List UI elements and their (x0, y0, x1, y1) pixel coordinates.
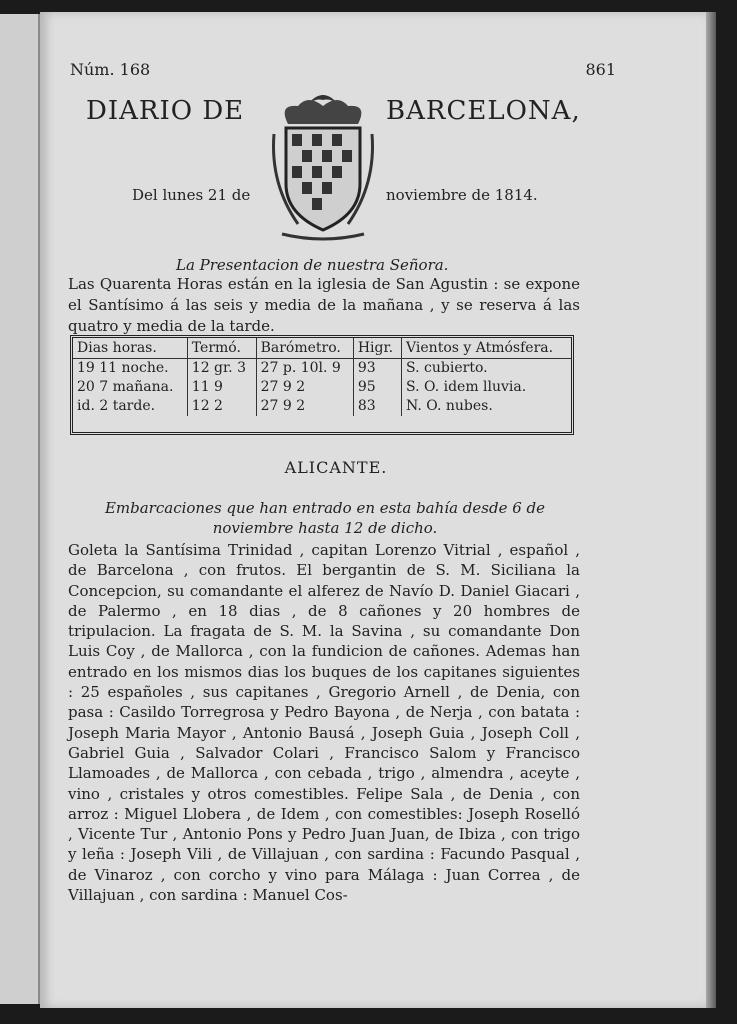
masthead-left: DIARIO DE (86, 96, 245, 126)
issue-number: Núm. 168 (70, 60, 151, 79)
weather-header-row (73, 338, 571, 359)
col-barometer: Barómetro. (256, 338, 353, 359)
cell: 95 (353, 378, 401, 397)
cell: 27 9 2 (256, 378, 353, 397)
table-row (73, 359, 571, 379)
body-paragraph: Goleta la Santísima Trinidad , capitan Lorenzo Vitrial , español , de Barcelona , con frutos. El bergantin de S. M. Siciliana la Concepcion, su comandante el alferez de Navío D. Daniel Giacari , de Palermo , en 18 dias , de 8 cañones y 20 hombres de tripulacion. La fragata de S. M. la Savina , su comandante Don Luis Coy , de Mallorca , con la fundicion de cañones. Ademas han entrado en los mismos dias los buques de los capitanes siguientes : 25 españoles , sus capitanes , Gregorio Arnell , de Denia, con pasa : Casildo Torregrosa y Pedro Bayona , de Nerja , con batata : Joseph Maria Mayor , Antonio Bausá , Joseph Guia , Joseph Coll , Gabriel Guia , Salvador Colari , Francisco Salom y Francisco Llamoades , de Mallorca , con cebada , trigo , almendra , aceyte , vino , cristales y otros comestibles. Felipe Sala , de Denia , con arroz : Miguel Llobera , de Idem , con comestibles: Joseph Roselló , Vicente Tur , Antonio Pons y Pedro Juan Juan, de Ibiza , con trigo y leña : Joseph Vili , de Villajuan , con sardina : Facundo Pasqual , de Vinaroz , con corcho y vino para Málaga : Juan Correa , de Villajuan , con sardina : Manuel Cos- (68, 541, 580, 905)
newspaper-page (40, 12, 706, 1008)
cell: S. cubierto. (406, 360, 488, 376)
masthead-right: BARCELONA, (386, 96, 581, 126)
col-hygrometer: Higr. (353, 338, 401, 359)
cell: N. O. nubes. (406, 398, 493, 414)
cell: S. O. idem lluvia. (406, 379, 527, 395)
cell: 12 gr. 3 (187, 359, 256, 379)
col-thermo: Termó. (187, 338, 256, 359)
cell: 20 7 mañana. (73, 378, 187, 397)
page-stack-edge (706, 12, 716, 1008)
cell: 83 (353, 397, 401, 416)
section-subheading: Embarcaciones que han entrado en esta bahía desde 6 de noviembre hasta 12 de dicho. (104, 499, 546, 537)
cell: 19 11 noche. (73, 359, 187, 379)
cell: 27 p. 10l. 9 (256, 359, 353, 379)
intro-paragraph: Las Quarenta Horas están en la iglesia de San Agustin : se expone el Santísimo á las seis y media de la mañana , y se reserva á las quatro y media de la tarde. (68, 275, 580, 335)
cell: 27 9 2 (256, 397, 353, 416)
cell: 12 2 (187, 397, 256, 416)
cell: 11 9 (187, 378, 256, 397)
feast-title: La Presentacion de nuestra Señora. (176, 256, 449, 274)
table-row (73, 378, 571, 397)
weather-table (70, 335, 574, 435)
coat-of-arms-icon (268, 84, 378, 244)
cell: id. 2 tarde. (73, 397, 187, 416)
facing-page-edge (0, 14, 40, 1004)
date-left: Del lunes 21 de (132, 186, 251, 204)
table-row (73, 397, 571, 416)
col-winds: Vientos y Atmósfera. (402, 338, 571, 359)
date-right: noviembre de 1814. (386, 186, 538, 204)
col-days: Dias horas. (73, 338, 187, 359)
cell: 93 (353, 359, 401, 379)
section-title: ALICANTE. (284, 458, 388, 477)
page-number: 861 (585, 60, 616, 79)
